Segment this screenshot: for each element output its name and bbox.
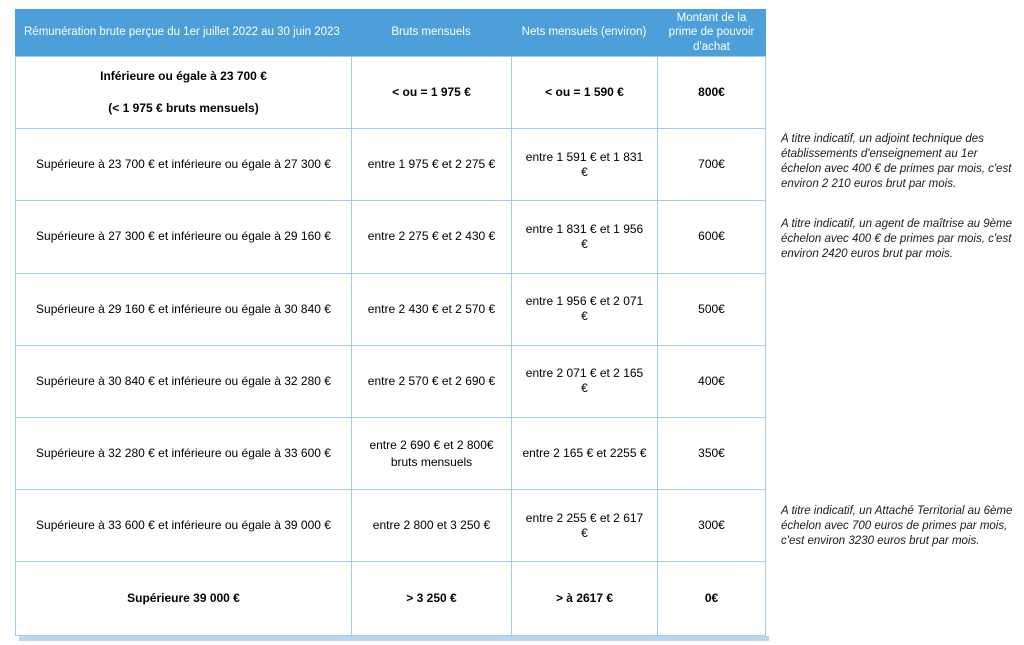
column-header-bruts-mensuels: Bruts mensuels <box>391 26 471 39</box>
cell-line: Inférieure ou égale à 23 700 € <box>100 69 267 84</box>
cell-line: < ou = 1 590 € <box>545 85 624 100</box>
cell-line: < ou = 1 975 € <box>392 85 471 100</box>
cell-line: Supérieure à 33 600 € et inférieure ou égale à 39 000 € <box>36 518 331 533</box>
cell-line: entre 2 255 € et 2 617 € <box>525 510 644 540</box>
table-cell <box>352 201 512 273</box>
annotation-note-agent-maitrise: A titre indicatif, un agent de maîtrise au 9ème échelon avec 400 € de primes par mois, c'est environ 2420 euros brut par mois. <box>781 218 1012 260</box>
cell-line: entre 1 956 € et 2 071 € <box>525 294 644 324</box>
cell-line: Supérieure 39 000 € <box>127 590 240 605</box>
table-cell <box>512 129 658 201</box>
cell-line: Supérieure à 23 700 € et inférieure ou égale à 27 300 € <box>36 157 331 172</box>
column-header-nets-mensuels: Nets mensuels (environ) <box>521 26 647 39</box>
table-row <box>16 129 765 201</box>
table-row <box>16 346 765 418</box>
cell-line: entre 2 570 € et 2 690 € <box>367 373 496 388</box>
table-cell <box>658 57 765 129</box>
table-cell <box>658 129 765 201</box>
cell-line: 400€ <box>698 373 725 388</box>
table-cell <box>16 274 352 346</box>
table-cell <box>512 346 658 418</box>
table-cell <box>658 201 765 273</box>
table-cell <box>16 129 352 201</box>
table-row <box>16 274 765 346</box>
cell-line: 350€ <box>698 446 725 461</box>
table-cell <box>658 562 765 634</box>
table-cell <box>512 562 658 634</box>
table-cell <box>512 418 658 490</box>
table-cell <box>658 346 765 418</box>
table-cell <box>16 57 352 129</box>
table-cell <box>16 490 352 562</box>
table-cell <box>352 274 512 346</box>
annotation-note-adjoint-technique: A titre indicatif, un adjoint technique des établissements d'enseignement au 1er échelon avec 400 € de primes par mois, c'est environ 2 210 euros brut par mois. <box>781 133 1012 190</box>
table-body <box>15 56 766 636</box>
cell-line: Supérieure à 29 160 € et inférieure ou égale à 30 840 € <box>36 301 331 316</box>
table-cell <box>658 418 765 490</box>
cell-line: 300€ <box>698 518 725 533</box>
cell-line: bruts mensuels <box>390 454 473 469</box>
cell-line: 700€ <box>698 157 725 172</box>
table-cell <box>352 418 512 490</box>
cell-line: entre 2 430 € et 2 570 € <box>367 301 496 316</box>
table-cell <box>16 201 352 273</box>
table-cell <box>16 562 352 634</box>
table-cell <box>512 57 658 129</box>
cell-line: > à 2617 € <box>555 590 614 605</box>
cell-line: Supérieure à 32 280 € et inférieure ou égale à 33 600 € <box>36 446 331 461</box>
table-cell <box>512 201 658 273</box>
cell-line: entre 1 591 € et 1 831 € <box>525 149 644 179</box>
table-cell <box>658 490 765 562</box>
table-cell <box>352 129 512 201</box>
cell-line: entre 2 165 € et 2255 € <box>522 446 647 461</box>
table-cell <box>658 274 765 346</box>
cell-line: entre 2 071 € et 2 165 € <box>525 366 644 396</box>
cell-line: entre 1 975 € et 2 275 € <box>367 157 496 172</box>
table-cell <box>16 346 352 418</box>
cell-line: (< 1 975 € bruts mensuels) <box>108 101 259 116</box>
cell-line: > 3 250 € <box>406 590 457 605</box>
cell-line: entre 2 275 € et 2 430 € <box>367 229 496 244</box>
table-row <box>16 57 765 129</box>
cell-line: 500€ <box>698 301 725 316</box>
prime-pouvoir-achat-table <box>15 9 766 636</box>
table-row <box>16 562 765 634</box>
column-header-remuneration: Rémunération brute perçue du 1er juillet 2022 au 30 juin 2023 <box>24 26 340 39</box>
cell-line: 0€ <box>704 590 719 605</box>
table-header-row <box>15 9 766 56</box>
cell-line: entre 2 690 € et 2 800€ <box>369 437 494 452</box>
cell-line: 800€ <box>698 85 725 100</box>
table-cell <box>352 346 512 418</box>
table-cell <box>352 562 512 634</box>
cell-line: Supérieure à 27 300 € et inférieure ou égale à 29 160 € <box>36 229 331 244</box>
table-cell <box>512 490 658 562</box>
table-row <box>16 201 765 273</box>
cell-line: entre 2 800 et 3 250 € <box>372 518 491 533</box>
table-row <box>16 418 765 490</box>
annotation-note-attache-territorial: A titre indicatif, un Attaché Territorial au 6ème échelon avec 700 euros de primes par mois, c'est environ 3230 euros brut par mois. <box>781 505 1013 547</box>
table-cell <box>352 490 512 562</box>
table-bottom-edge <box>19 636 769 641</box>
table-cell <box>512 274 658 346</box>
table-cell <box>352 57 512 129</box>
table-cell <box>16 418 352 490</box>
cell-line: Supérieure à 30 840 € et inférieure ou égale à 32 280 € <box>36 373 331 388</box>
column-header-montant-prime: Montant de la prime de pouvoir d'achat <box>668 12 755 53</box>
cell-line: 600€ <box>698 229 725 244</box>
cell-line: entre 1 831 € et 1 956 € <box>525 221 644 251</box>
table-row <box>16 490 765 562</box>
